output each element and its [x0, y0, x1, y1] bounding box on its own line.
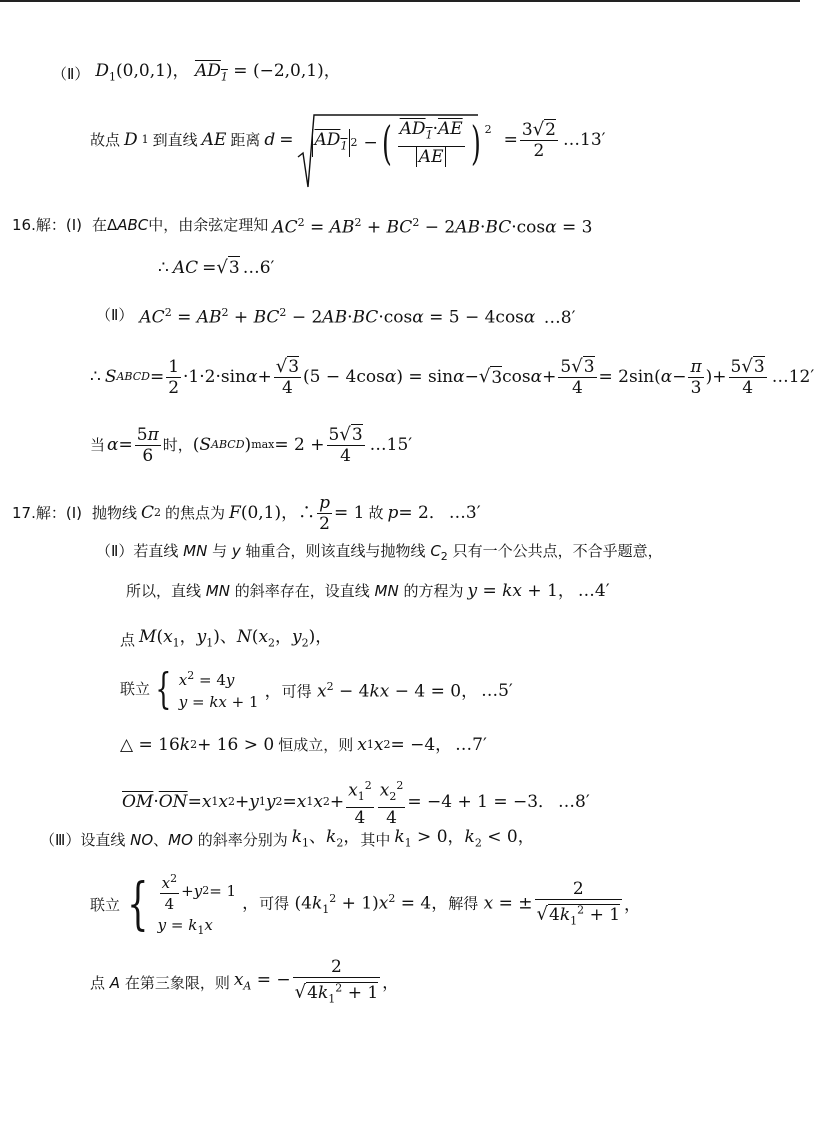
system-parabola: 联立 { $x^2 = 4y$ y = kx + 1 ，可得 $x^2 - 4kx - 4 = 0$， …5′ — [120, 664, 513, 713]
problem-17-part3: （Ⅲ）设直线 NO、MO 的斜率分别为 $k_1$、$k_2$， 其中 $k_1 > 0$，$k_2 < 0$， — [40, 827, 535, 850]
top-border — [0, 0, 800, 2]
area-maximum: 当 α = $\frac{5\pi}{6}$ 时， ( S ABCD ) max = 2 + $\frac{5√3}{4}$ …15′ — [90, 423, 413, 466]
point-a-line: 点 A 在第三象限，则 $x_A$ = − $\frac{2}{√4k_1^2 + 1}$ ， — [90, 956, 400, 1006]
vector-expression: $D_1(0,0,1)$， $AD_1 = (-2,0,1)$， — [95, 61, 341, 84]
part-label: （Ⅱ） — [52, 65, 90, 84]
dot-product-line: $\overline{OM}$ · $\overline{ON}$ = x 1 x 2 + y 1 y 2 = x 1 x 2 + $\frac{x_1^2}{4}$ $\frac{x_2^2}{4}$ = −4 + 1 = −3． …8′ — [122, 778, 590, 829]
system-ellipse: 联立 { $\frac{x^2}{4}$ + y 2 = 1 $y = k_1x$ ，可得 $(4k_1^2 + 1)x^2 = 4$，解得 x = ± $\frac{2}{√4k_1^2 + 1}$ ， — [90, 871, 642, 937]
problem-16-label: 16.解：(Ⅰ) — [12, 216, 82, 235]
problem-17-part2: （Ⅱ）若直线 MN 与 y 轴重合，则该直线与抛物线 $C_2$ 只有一个公共点，不合乎题意， — [96, 542, 663, 563]
area-formula: ∴ S ABCD = $\frac{1}{2}$ ·1·2·sin α + $\frac{√3}{4}$ (5 − 4cos α ) = sin α − √ 3 cos α + $\frac{5√3}{4}$ = 2sin( α − $\frac{\pi}{3}$ )+ $\frac{5√3}{4}$ …12′ — [90, 355, 814, 398]
problem-16-part1: 16.解：(Ⅰ) 在ΔABC中，由余弦定理知 $AC^2 = AB^2 + BC^2 - 2AB\cdot BC\cdot\cos\alpha = 3$ — [12, 216, 593, 238]
distance-formula-line: 故点 D 1 到直线 AE 距离 d = $AD_1$ 2 − ( $\frac{AD_1\cdot\overline{AE}}{AE}$ ) $^2$ = $\frac{3√2}{2}$ …13′ — [90, 100, 606, 180]
distance-result: $\frac{3√2}{2}$ — [521, 118, 556, 161]
points-mn: 点 $M(x_1$，$y_1$)、$N(x_2$，$y_2$)， — [120, 627, 333, 650]
problem-16-part2: （Ⅱ） $AC^2 = AB^2 + BC^2 - 2AB\cdot BC\cdot\cos\alpha = 5 - 4\cos\alpha$ …8′ — [96, 306, 576, 328]
problem-17-part1: 17.解：(Ⅰ) 抛物线 C 2 的焦点为 F (0,1)，∴ $\frac{p}{2}$ = 1 故 p = 2． …3′ — [12, 492, 481, 534]
part2-vector-line — [52, 60, 341, 88]
discriminant-line: △ = 16 k 2 + 16 > 0 恒成立，则 x 1 x 2 = −4， …7′ — [120, 735, 487, 755]
line-slope-exists: 所以，直线 MN 的斜率存在，设直线 MN 的方程为 y = kx + 1， …4′ — [126, 581, 610, 601]
distance-sqrt: $AD_1$ 2 − ( $\frac{AD_1\cdot\overline{AE}}{AE}$ ) $^2$ — [298, 113, 492, 166]
ac-result: ∴ AC = √ 3 …6′ — [158, 256, 275, 278]
problem-17-label: 17.解：(Ⅰ) — [12, 504, 82, 522]
